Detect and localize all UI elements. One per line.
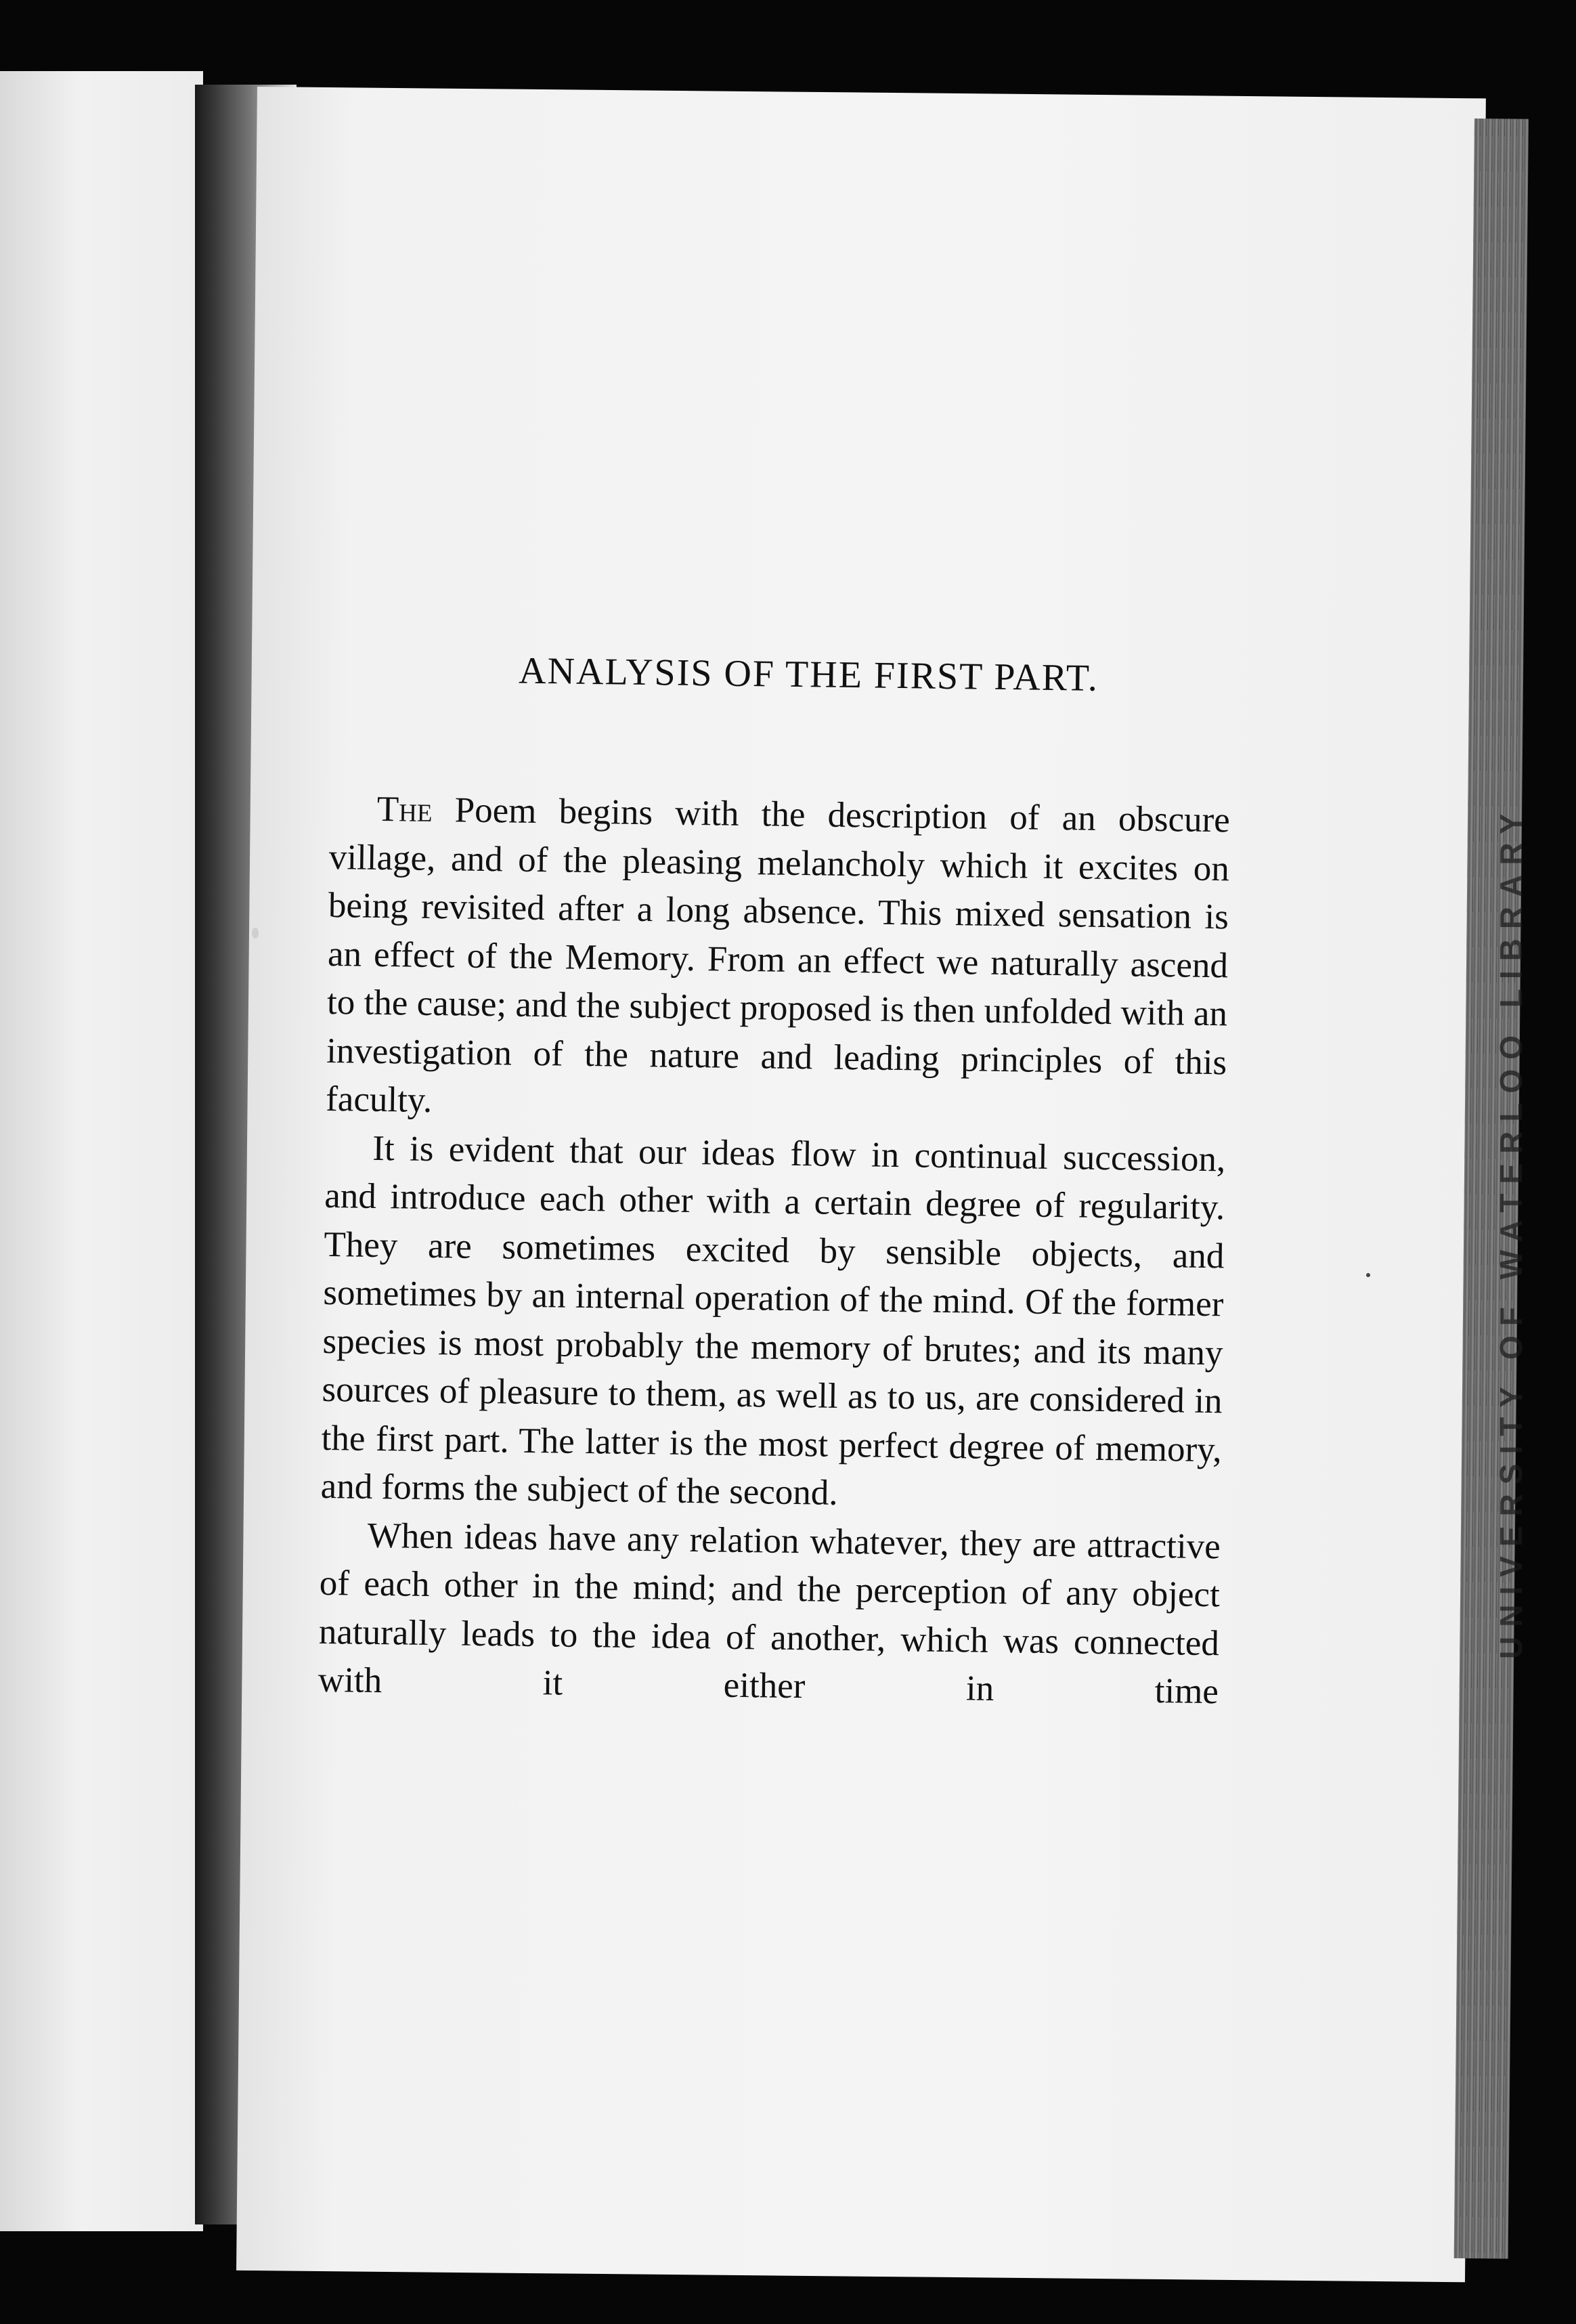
paragraph xyxy=(320,1123,1225,1522)
page-content xyxy=(318,647,1232,1717)
page-heading: ANALYSIS OF THE FIRST PART. xyxy=(518,649,1099,700)
paragraph-lead: The xyxy=(376,789,433,830)
paragraph-text: When ideas have any relation whatever, they are attractive of each other in the mind; and the perception of any object naturally leads to the idea of another, which was connected with it either in time xyxy=(318,1515,1221,1712)
paragraph xyxy=(326,785,1230,1136)
paragraph-text: It is evident that our ideas flow in continual succession, and introduce each other with a certain degree of regularity. They are sometimes excited by sensible objects, and sometimes by an internal operation of the mind. Of the former species is most probably the memory of brutes; and its many sources of pleasure to them, as well as to us, are considered in the first part. The latter is the most perfect degree of memory, and forms the subject of the second. xyxy=(320,1128,1226,1513)
scan-speck xyxy=(1366,1273,1370,1277)
left-page xyxy=(0,71,203,2231)
paragraph xyxy=(318,1511,1221,1716)
scan-speck xyxy=(252,928,259,939)
library-stamp: UNIVERSITY OF WATERLOO LIBRARY xyxy=(1493,804,1529,1659)
paragraph-text: Poem begins with the description of an obscure village, and of the pleasing melancholy which it excites on being revisited after a long absence. This mixed sensation is an effect of the Memory. From an effect we naturally ascend to the cause; and the subject proposed is then unfolded with an investigation of the nature and leading principles of this faculty. xyxy=(325,790,1231,1120)
